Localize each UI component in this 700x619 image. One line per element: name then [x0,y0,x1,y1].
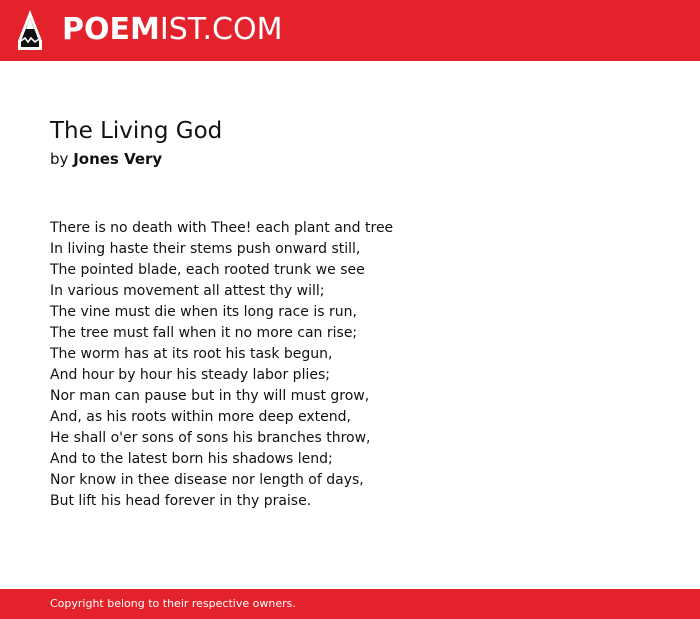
copyright-text: Copyright belong to their respective owners. [50,597,296,610]
poem-line: Nor man can pause but in thy will must grow, [50,388,370,404]
poem-line: But lift his head forever in thy praise. [50,493,312,509]
poem-line: There is no death with Thee! each plant and tree [50,220,394,236]
poem-line: And hour by hour his steady labor plies; [50,367,330,383]
site-header [0,0,700,61]
poem-byline [50,148,162,170]
poem-line: The vine must die when its long race is run, [50,304,357,320]
poem-line: And, as his roots within more deep extend, [50,409,351,425]
poem-line: In various movement all attest thy will; [50,283,325,299]
pencil-tip-icon [17,9,43,51]
byline-prefix: by [50,150,69,168]
poem-line: The pointed blade, each rooted trunk we see [50,262,365,278]
poem-line: The tree must fall when it no more can rise; [50,325,358,341]
poem-line: Nor know in thee disease nor length of days, [50,472,364,488]
poem-body [50,218,393,512]
poem-line: The worm has at its root his task begun, [50,346,333,362]
logo-text-bold: POEM [62,12,160,47]
poem-author: Jones Very [73,150,163,168]
logo-text-light: IST.COM [159,12,283,47]
poem-title: The Living God [50,118,223,144]
poem-line: And to the latest born his shadows lend; [50,451,333,467]
site-footer [0,589,700,619]
poem-line: In living haste their stems push onward still, [50,241,361,257]
site-logo-link[interactable] [62,13,282,47]
poem-line: He shall o'er sons of sons his branches throw, [50,430,371,446]
